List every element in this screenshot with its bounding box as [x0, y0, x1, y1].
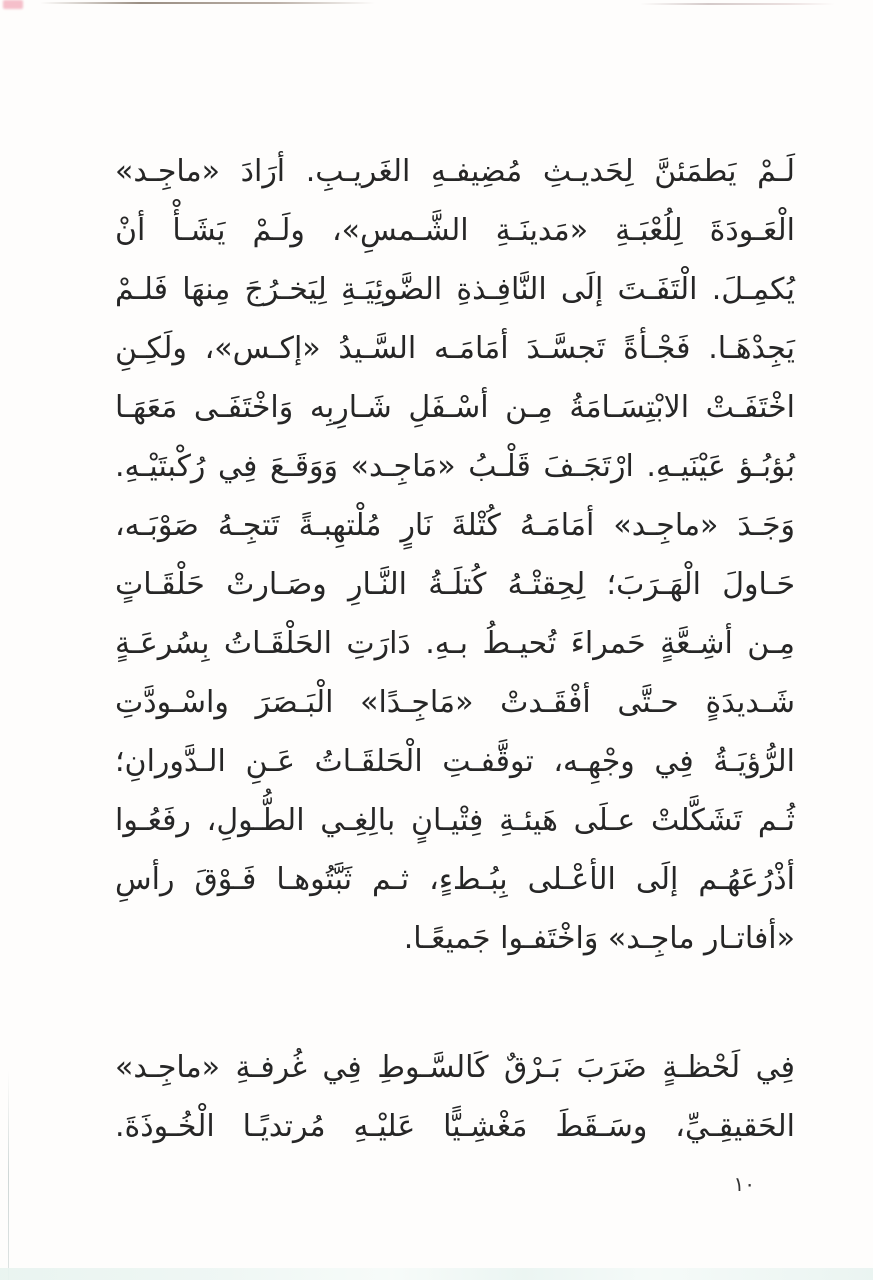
- scan-edge-line-right: [640, 3, 835, 5]
- text-line: شَـديدَةٍ حـتَّى أفْقَـدتْ «مَاجِـدًا» الْبَـصَرَ واسْـودَّتِ: [115, 685, 795, 720]
- text-line: بُؤبُـؤ عَيْنَيـهِ. ارْتَجَـفَ قَلْـبُ «مَاجِـد» وَوَقَـعَ فِي رُكْبتَيْـهِ.: [115, 449, 795, 484]
- page-number: ١٠: [733, 1172, 755, 1196]
- scan-edge-line-left: [8, 1070, 9, 1280]
- text-line: مِـن أشِـعَّةٍ حَمراءَ تُحيـطُ بـهِ. دَارَتِ الحَلْقَـاتُ بِسُرعَـةٍ: [115, 626, 795, 661]
- text-line: فِي لَحْظـةٍ ضَرَبَ بَـرْقٌ كَالسَّـوطِ فِي غُرفـةِ «ماجِـد»: [115, 1050, 795, 1085]
- story-text-block: [115, 142, 795, 1156]
- text-line: يَجِدْهَـا. فَجْـأةً تَجسَّـدَ أمَامَـه السَّـيدُ «إكـس»، ولَكِـنِ: [115, 331, 795, 366]
- text-line: أذْرُعَهُـم إلَى الأعْـلى بِبُـطءٍ، ثـم ثَبَّتُوهـا فَـوْقَ رأسِ: [115, 862, 795, 897]
- scan-smudge-artifact: [3, 0, 23, 9]
- text-line: وَجَـدَ «ماجِـد» أمَامَـهُ كُتْلةَ نَارٍ مُلْتهِبـةً تَتجِـهُ صَوْبَـه،: [115, 508, 795, 543]
- scan-bottom-band: [0, 1268, 873, 1280]
- text-line: الحَقيقِـيِّ، وسَـقَطَ مَغْشِـيًّا عَليْـهِ مُرتديًـا الْخُـوذَةَ.: [115, 1109, 795, 1144]
- text-line: ثُـم تَشَكَّلتْ عـلَى هَيئـةِ فِتْيـانٍ بالِغِـي الطُّـولِ، رفَعُـوا: [115, 803, 795, 838]
- text-line: اخْتَفَـتْ الابْتِسَـامَةُ مِـن أسْـفَلِ شَـارِبِه وَاخْتَفَـى مَعَهَـا: [115, 390, 795, 425]
- text-line: الْعَـودَةَ لِلُعْبَـةِ «مَدينَـةِ الشَّـمسِ»، ولَـمْ يَشَـأْ أنْ: [115, 213, 795, 248]
- text-line: لَـمْ يَطمَئنَّ لِحَديـثِ مُضِيفـهِ الغَريـبِ. أرَادَ «ماجِـد»: [115, 154, 795, 189]
- text-line: الرُّؤيَـةُ فِي وجْهِـه، توقَّفـتِ الْحَلقَـاتُ عَـنِ الـدَّورانِ؛: [115, 744, 795, 779]
- text-line: «أفاتـار ماجِـد» وَاخْتَفـوا جَميعًـا.: [403, 921, 795, 956]
- scan-edge-line: [40, 2, 375, 4]
- paragraph-2: [115, 1038, 795, 1156]
- paragraph-1: [115, 142, 795, 968]
- text-line: حَـاولَ الْهَـرَبَ؛ لِحِقتْـهُ كُتلَـةُ النَّـارِ وصَـارتْ حَلْقَـاتٍ: [115, 567, 795, 602]
- text-line: يُكمِـلَ. الْتَفَـتَ إلَى النَّافِـذةِ الضَّوئِيَـةِ لِيَخـرُجَ مِنهَا فَلـمْ: [115, 272, 795, 307]
